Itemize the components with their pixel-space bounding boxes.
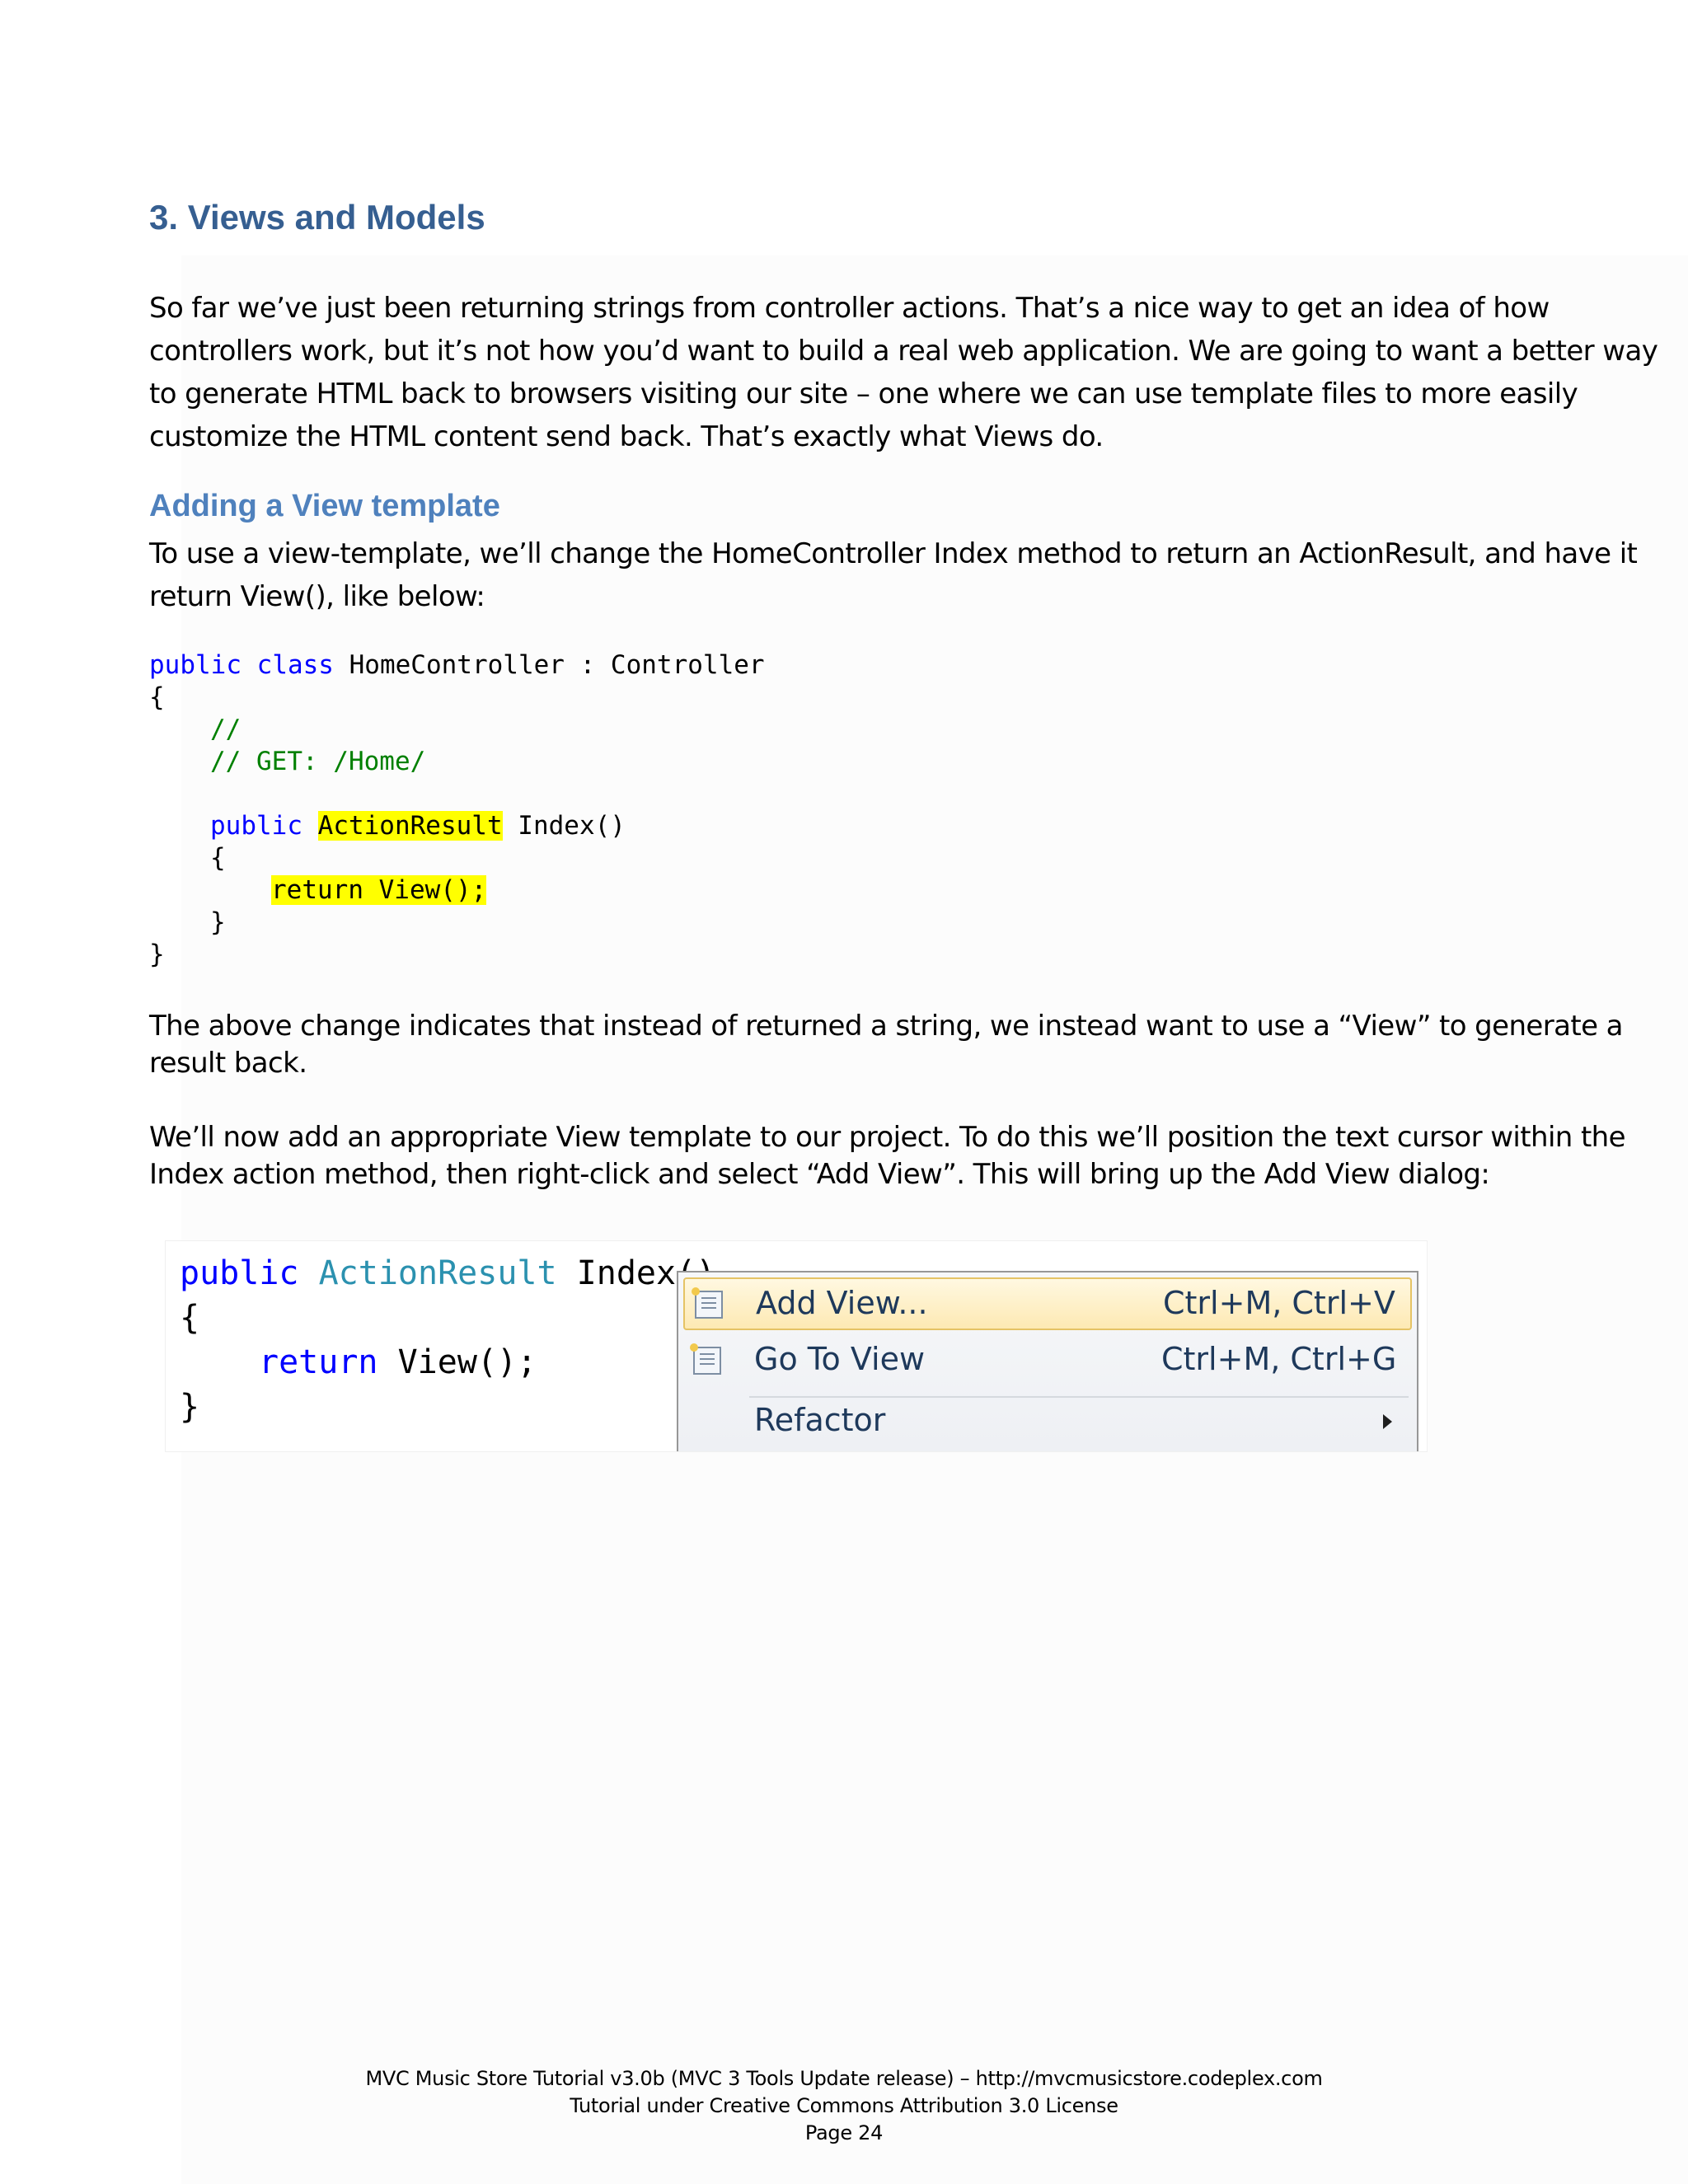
intro-line: customize the HTML content send back. That’s exactly what Views do.	[149, 420, 1104, 453]
code-line-close: }	[149, 940, 165, 969]
intro-paragraph	[149, 287, 1658, 458]
code-line-open: {	[210, 843, 226, 873]
explanation-line: The above change indicates that instead of returned a string, we instead want to use a “View” to generate a	[149, 1010, 1623, 1043]
section-line: To use a view-template, we’ll change the HomeController Index method to return an ActionResult, and have it	[149, 537, 1638, 570]
section-line: return View(), like below:	[149, 580, 485, 613]
menu-item-label: Add View...	[756, 1285, 928, 1321]
intro-line: controllers work, but it’s not how you’d want to build a real web application. We are going to want a better way	[149, 335, 1658, 368]
instruction-paragraph	[149, 1119, 1625, 1193]
screenshot-code-line: }	[180, 1388, 200, 1426]
menu-item-add-view[interactable]	[683, 1277, 1412, 1330]
screenshot-code-line: public ActionResult Index	[180, 1254, 677, 1292]
instruction-line: Index action method, then right-click and select “Add View”. This will bring up the Add View dialog:	[149, 1158, 1490, 1191]
footer-line: Tutorial under Creative Commons Attribution 3.0 License	[570, 2094, 1118, 2117]
highlighted-return: return View();	[271, 875, 487, 905]
code-line-close: }	[210, 907, 226, 937]
code-line-class: public class HomeController : Controller	[149, 650, 765, 680]
screenshot-code-line: {	[180, 1299, 200, 1337]
explanation-line: result back.	[149, 1047, 307, 1080]
screenshot-code-line: return View();	[259, 1343, 537, 1381]
menu-item-label: Go To View	[754, 1341, 926, 1377]
explanation-paragraph	[149, 1008, 1623, 1082]
page-number: Page 24	[804, 2121, 884, 2144]
menu-item-go-to-view[interactable]	[683, 1335, 1412, 1388]
menu-item-label: Refactor	[754, 1402, 886, 1438]
intro-line: So far we’ve just been returning strings from controller actions. That’s a nice way to get an idea of how	[149, 292, 1550, 325]
page-title: 3. Views and Models	[149, 198, 485, 237]
highlighted-type: ActionResult	[317, 811, 503, 841]
section-paragraph	[149, 532, 1637, 618]
submenu-arrow-icon	[1383, 1414, 1392, 1429]
code-comment: //	[210, 715, 241, 744]
footer-line: MVC Music Store Tutorial v3.0b (MVC 3 Tools Update release) – http://mvcmusicstore.codeplex.com	[365, 2067, 1323, 2090]
go-to-view-icon	[693, 1347, 721, 1375]
instruction-line: We’ll now add an appropriate View template to our project. To do this we’ll position the text cursor within the	[149, 1121, 1625, 1154]
menu-item-shortcut: Ctrl+M, Ctrl+G	[1161, 1341, 1397, 1377]
code-line-return	[271, 874, 486, 907]
intro-line: to generate HTML back to browsers visiting our site – one where we can use template files to more easily	[149, 377, 1578, 410]
menu-item-refactor[interactable]	[683, 1396, 1412, 1449]
add-view-icon	[695, 1291, 723, 1319]
section-heading: Adding a View template	[149, 489, 500, 523]
code-line-method: public ActionResult Index()	[210, 811, 626, 841]
context-menu	[677, 1271, 1418, 1451]
add-view-screenshot	[165, 1240, 1428, 1452]
menu-item-shortcut: Ctrl+M, Ctrl+V	[1163, 1285, 1395, 1321]
code-line-open: {	[149, 682, 165, 712]
code-comment: // GET: /Home/	[210, 747, 426, 776]
